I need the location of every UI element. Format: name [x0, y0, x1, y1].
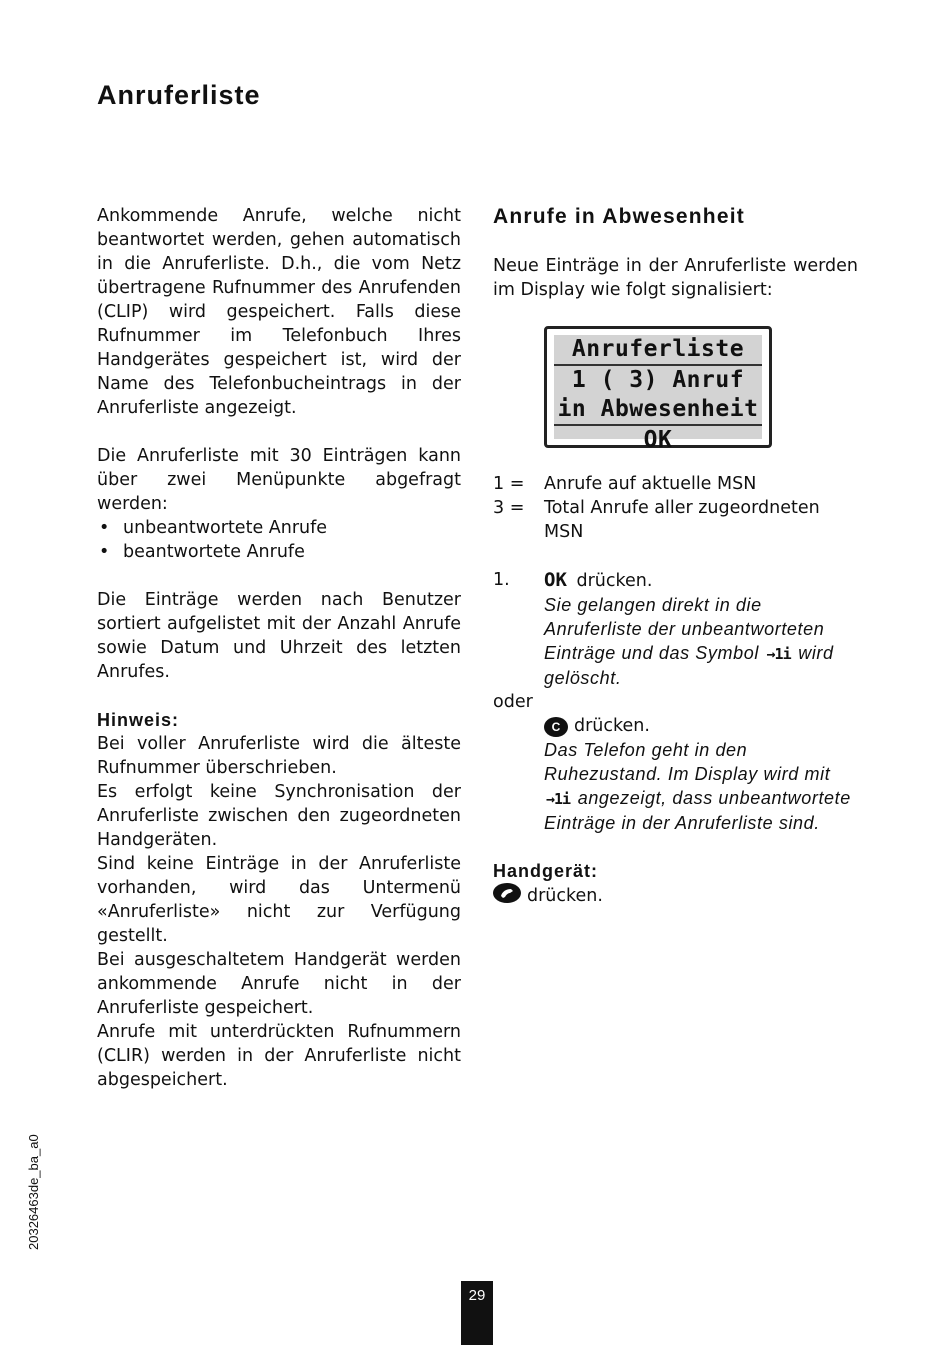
step-note-text: Sie gelangen direkt in die Anruferliste der unbeantworteten Einträge und das Symbol [544, 595, 825, 663]
definition-value: Anrufe auf aktuelle MSN [544, 474, 757, 494]
hinweis-line: Sind keine Einträge in der Anruferliste vorhanden, wird das Untermenü «Anruferliste» nicht zur Verfügung gestellt. [97, 854, 461, 946]
section-heading: Anrufe in Abwesenheit [493, 205, 745, 228]
page-number: 29 [461, 1281, 493, 1345]
right-intro: Neue Einträge in der Anruferliste werden im Display wie folgt signalisiert: [493, 256, 858, 300]
missed-call-symbol-icon: →1i [546, 790, 571, 808]
definition-row [493, 472, 858, 496]
hinweis-block [97, 732, 461, 1092]
lcd-line-status: in Abwesenheit [554, 395, 762, 426]
lcd-line-count: 1 ( 3) Anruf [571, 367, 745, 393]
hinweis-heading: Hinweis: [97, 710, 180, 730]
step-action: drücken. [574, 716, 650, 736]
step-note-text: wird gelöscht. [544, 643, 834, 688]
or-label: oder [493, 692, 533, 712]
step-note [544, 738, 858, 835]
lcd-screen [554, 335, 762, 453]
hinweis-line: Bei ausgeschaltetem Handgerät werden ankommende Anrufe nicht in der Anruferliste gespeichert. [97, 950, 461, 1018]
right-column [493, 204, 858, 910]
step-note-text: angezeigt, dass unbeantwortete Einträge in der Anruferliste sind. [544, 788, 851, 833]
handgeraet-section [493, 859, 858, 910]
steps [493, 568, 858, 835]
left-column [97, 204, 461, 1092]
definition-value: Total Anrufe aller zugeordneten MSN [544, 498, 820, 542]
step-note-text: Das Telefon geht in den Ruhezustand. Im Display wird mit [544, 740, 831, 784]
page-title: Anruferliste [97, 80, 261, 110]
bullet-item: • unbeantwortete Anrufe [97, 516, 461, 540]
step-action: drücken. [576, 571, 653, 591]
step-note [544, 593, 858, 690]
intro-paragraph: Ankommende Anrufe, welche nicht beantwortet werden, gehen automatisch in die Anruferliste. D.h., die vom Netz übertragene Rufnummer des Anrufenden (CLIP) wird gespeichert. Falls diese Rufnummer im Telefonbuch Ihres Handgerätes gespeichert ist, wird der Name des Telefonbucheintrags in der Anruferliste angezeigt. [97, 206, 461, 418]
lcd-display [544, 326, 772, 453]
step-number: 1. [493, 570, 510, 590]
document-code: 20326463de_ba_a0 [26, 1134, 41, 1250]
ok-key-icon: OK [544, 569, 567, 591]
sort-paragraph: Die Einträge werden nach Benutzer sortiert aufgelistet mit der Anzahl Anrufe sowie Datum und Uhrzeit des letzten Anrufes. [97, 590, 461, 682]
step-body [544, 568, 858, 690]
definition-list [493, 472, 858, 544]
definition-row [493, 496, 858, 544]
list-intro: Die Anruferliste mit 30 Einträgen kann über zwei Menüpunkte abgefragt werden: [97, 446, 461, 514]
handgeraet-action: drücken. [527, 886, 603, 906]
step-1 [493, 568, 858, 690]
lcd-line-ok: OK [643, 427, 673, 453]
lcd-line-title: Anruferliste [554, 335, 762, 366]
handgeraet-heading: Handgerät: [493, 861, 599, 881]
definition-key: 3 = [493, 498, 525, 518]
definition-key: 1 = [493, 474, 525, 494]
hinweis-line: Anrufe mit unterdrückten Rufnummern (CLIR) werden in der Anruferliste nicht abgespeichert. [97, 1022, 461, 1090]
bullet-item: • beantwortete Anrufe [97, 540, 461, 564]
step-2 [493, 714, 858, 835]
hinweis-line: Bei voller Anruferliste wird die älteste Rufnummer überschrieben. [97, 734, 461, 778]
c-key-icon: C [544, 717, 568, 737]
menu-bullet-list [97, 516, 461, 564]
missed-call-symbol-icon: →1i [766, 645, 791, 663]
hinweis-line: Es erfolgt keine Synchronisation der Anruferliste zwischen den zugeordneten Handgeräten. [97, 782, 461, 850]
handset-icon [493, 883, 521, 910]
